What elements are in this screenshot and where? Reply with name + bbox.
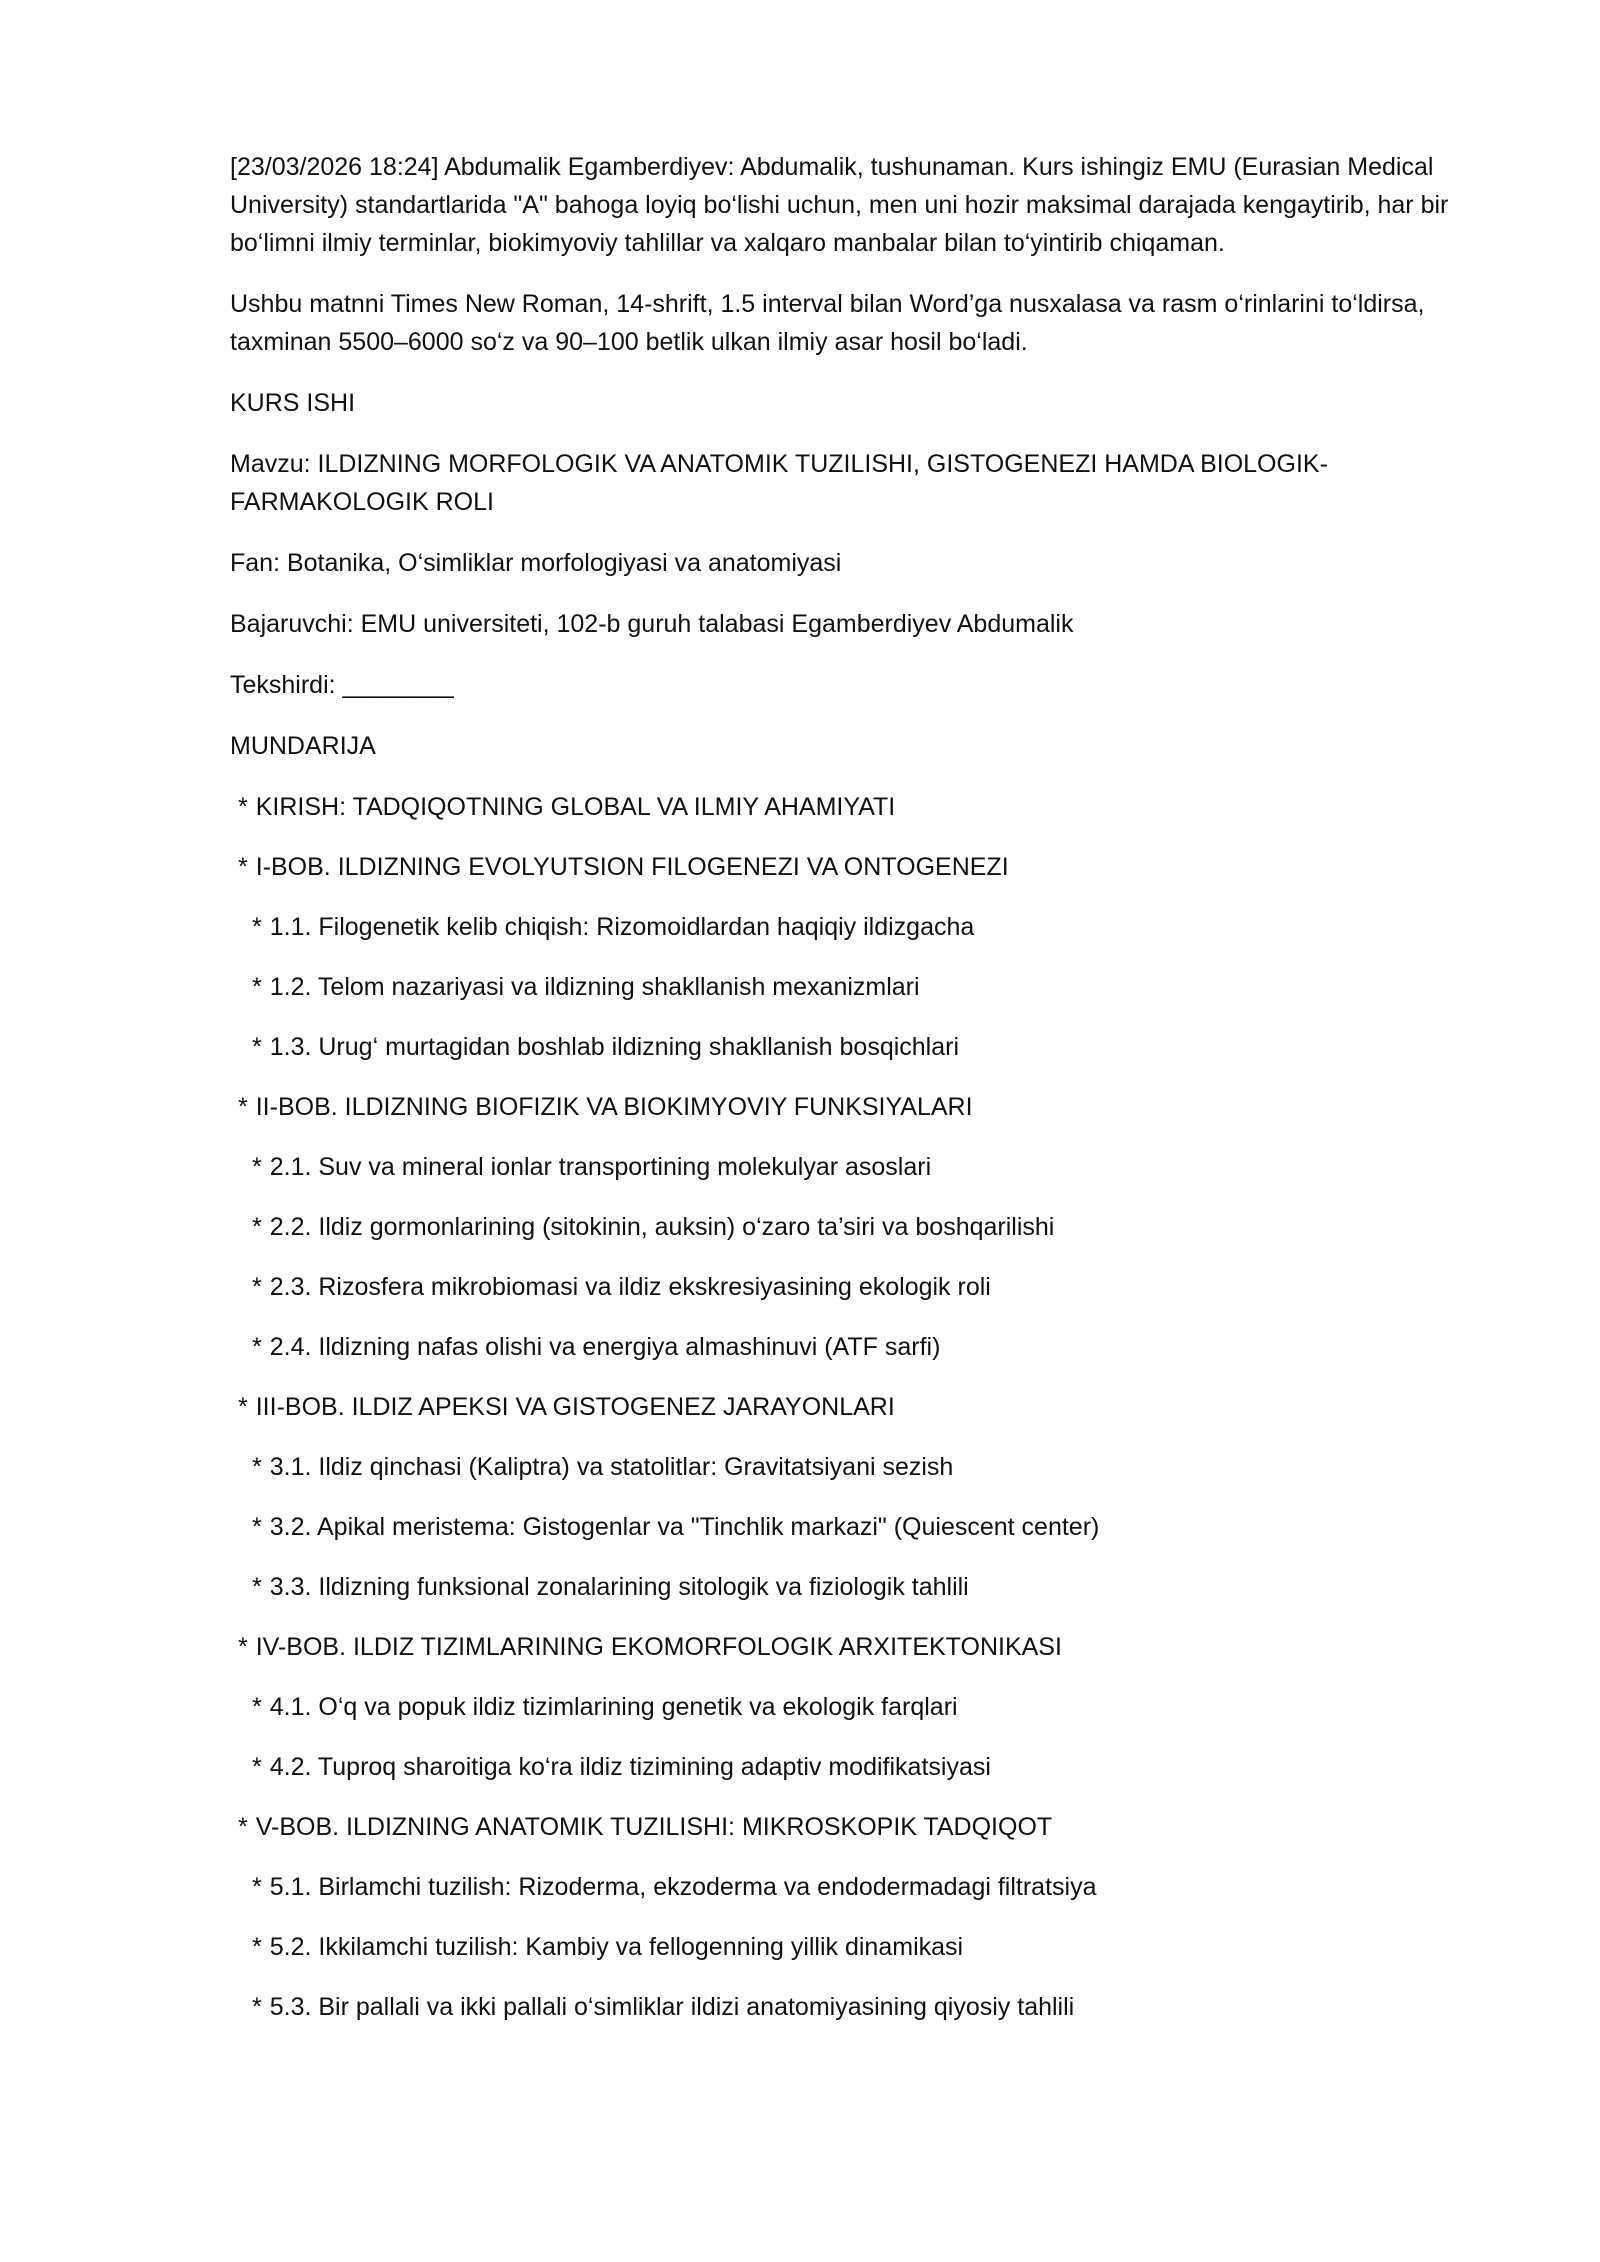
toc-bullet: * — [252, 1153, 262, 1181]
toc-section-item — [230, 1988, 1460, 2026]
toc-item-text: 2.3. Rizosfera mikrobiomasi va ildiz ekskresiyasining ekologik roli — [269, 1273, 991, 1301]
toc-item-text: IV-BOB. ILDIZ TIZIMLARINING EKOMORFOLOGIK ARXITEKTONIKASI — [255, 1633, 1062, 1661]
toc-section-item — [230, 908, 1460, 946]
toc-item-text: 3.3. Ildizning funksional zonalarining sitologik va fiziologik tahlili — [269, 1573, 969, 1601]
toc-item-text: 5.2. Ikkilamchi tuzilish: Kambiy va fellogenning yillik dinamikasi — [269, 1933, 964, 1961]
toc-bullet: * — [252, 1873, 262, 1901]
toc-section-item — [230, 1688, 1460, 1726]
intro-message: [23/03/2026 18:24] Abdumalik Egamberdiyev: Abdumalik, tushunaman. Kurs ishingiz EMU (Eurasian Medical University) standartlarida "A" bahoga loyiq bo‘lishi uchun, men uni hozir maksimal darajada kengaytirib, har bir bo‘limni ilmiy terminlar, biokimyoviy tahlillar va xalqaro manbalar bilan to‘yintirib chiqaman. — [230, 153, 1449, 257]
toc-bullet: * — [252, 1993, 262, 2021]
toc-bullet: * — [238, 1393, 248, 1421]
topic-line: Mavzu: ILDIZNING MORFOLOGIK VA ANATOMIK TUZILISHI, GISTOGENEZI HAMDA BIOLOGIK-FARMAKOLOGIK ROLI — [230, 450, 1328, 516]
document-page — [230, 148, 1460, 2048]
toc-item-text: II-BOB. ILDIZNING BIOFIZIK VA BIOKIMYOVIY FUNKSIYALARI — [255, 1093, 973, 1121]
toc-bullet: * — [252, 913, 262, 941]
toc-item-text: V-BOB. ILDIZNING ANATOMIK TUZILISHI: MIKROSKOPIK TADQIQOT — [255, 1813, 1053, 1841]
toc-section-item — [230, 1268, 1460, 1306]
table-of-contents — [230, 788, 1460, 2026]
toc-bullet: * — [238, 1813, 248, 1841]
toc-heading: MUNDARIJA — [230, 732, 376, 760]
toc-section-item — [230, 1328, 1460, 1366]
toc-bullet: * — [252, 1573, 262, 1601]
toc-bullet: * — [238, 1633, 248, 1661]
toc-bullet: * — [252, 1333, 262, 1361]
toc-section-item — [230, 1448, 1460, 1486]
toc-item-text: III-BOB. ILDIZ APEKSI VA GISTOGENEZ JARAYONLARI — [255, 1393, 895, 1421]
toc-bullet: * — [252, 1753, 262, 1781]
toc-bullet: * — [252, 1513, 262, 1541]
intro-instruction: Ushbu matnni Times New Roman, 14-shrift, 1.5 interval bilan Word’ga nusxalasa va rasm o‘rinlarini to‘ldirsa, taxminan 5500–6000 so‘z va 90–100 betlik ulkan ilmiy asar hosil bo‘ladi. — [230, 290, 1425, 356]
toc-section-item — [230, 1748, 1460, 1786]
toc-chapter-item — [230, 1388, 1460, 1426]
toc-bullet: * — [252, 1213, 262, 1241]
toc-bullet: * — [252, 1033, 262, 1061]
toc-chapter-item — [230, 1628, 1460, 1666]
toc-item-text: 3.2. Apikal meristema: Gistogenlar va "Tinchlik markazi" (Quiescent center) — [269, 1513, 1100, 1541]
toc-bullet: * — [252, 973, 262, 1001]
toc-bullet: * — [252, 1453, 262, 1481]
toc-section-item — [230, 1568, 1460, 1606]
toc-item-text: 2.1. Suv va mineral ionlar transportining molekulyar asoslari — [269, 1153, 932, 1181]
toc-section-item — [230, 968, 1460, 1006]
toc-item-text: 2.4. Ildizning nafas olishi va energiya almashinuvi (ATF sarfi) — [269, 1333, 941, 1361]
toc-section-item — [230, 1928, 1460, 1966]
document-heading: KURS ISHI — [230, 389, 356, 417]
toc-section-item — [230, 1868, 1460, 1906]
toc-bullet: * — [238, 793, 248, 821]
subject-line: Fan: Botanika, O‘simliklar morfologiyasi va anatomiyasi — [230, 549, 842, 577]
checker-line: Tekshirdi: ________ — [230, 671, 454, 699]
toc-item-text: 5.3. Bir pallali va ikki pallali o‘simliklar ildizi anatomiyasining qiyosiy tahlili — [269, 1993, 1075, 2021]
toc-bullet: * — [238, 853, 248, 881]
toc-bullet: * — [252, 1933, 262, 1961]
toc-section-item — [230, 1508, 1460, 1546]
toc-bullet: * — [252, 1693, 262, 1721]
toc-chapter-item — [230, 848, 1460, 886]
toc-item-text: 5.1. Birlamchi tuzilish: Rizoderma, ekzoderma va endodermadagi filtratsiya — [269, 1873, 1097, 1901]
toc-item-text: 4.2. Tuproq sharoitiga ko‘ra ildiz tizimining adaptiv modifikatsiyasi — [269, 1753, 991, 1781]
toc-chapter-item — [230, 1088, 1460, 1126]
author-line: Bajaruvchi: EMU universiteti, 102-b guruh talabasi Egamberdiyev Abdumalik — [230, 610, 1074, 638]
toc-item-text: 1.1. Filogenetik kelib chiqish: Rizomoidlardan haqiqiy ildizgacha — [269, 913, 975, 941]
toc-item-text: 1.3. Urug‘ murtagidan boshlab ildizning shakllanish bosqichlari — [269, 1033, 960, 1061]
toc-item-text: 4.1. O‘q va popuk ildiz tizimlarining genetik va ekologik farqlari — [269, 1693, 958, 1721]
toc-bullet: * — [238, 1093, 248, 1121]
toc-section-item — [230, 1028, 1460, 1066]
toc-item-text: 2.2. Ildiz gormonlarining (sitokinin, auksin) o‘zaro ta’siri va boshqarilishi — [269, 1213, 1055, 1241]
toc-item-text: I-BOB. ILDIZNING EVOLYUTSION FILOGENEZI VA ONTOGENEZI — [255, 853, 1009, 881]
toc-section-item — [230, 1208, 1460, 1246]
toc-section-item — [230, 1148, 1460, 1186]
toc-item-text: KIRISH: TADQIQOTNING GLOBAL VA ILMIY AHAMIYATI — [255, 793, 896, 821]
toc-chapter-item — [230, 788, 1460, 826]
toc-bullet: * — [252, 1273, 262, 1301]
toc-item-text: 1.2. Telom nazariyasi va ildizning shakllanish mexanizmlari — [269, 973, 920, 1001]
toc-item-text: 3.1. Ildiz qinchasi (Kaliptra) va statolitlar: Gravitatsiyani sezish — [269, 1453, 954, 1481]
toc-chapter-item — [230, 1808, 1460, 1846]
